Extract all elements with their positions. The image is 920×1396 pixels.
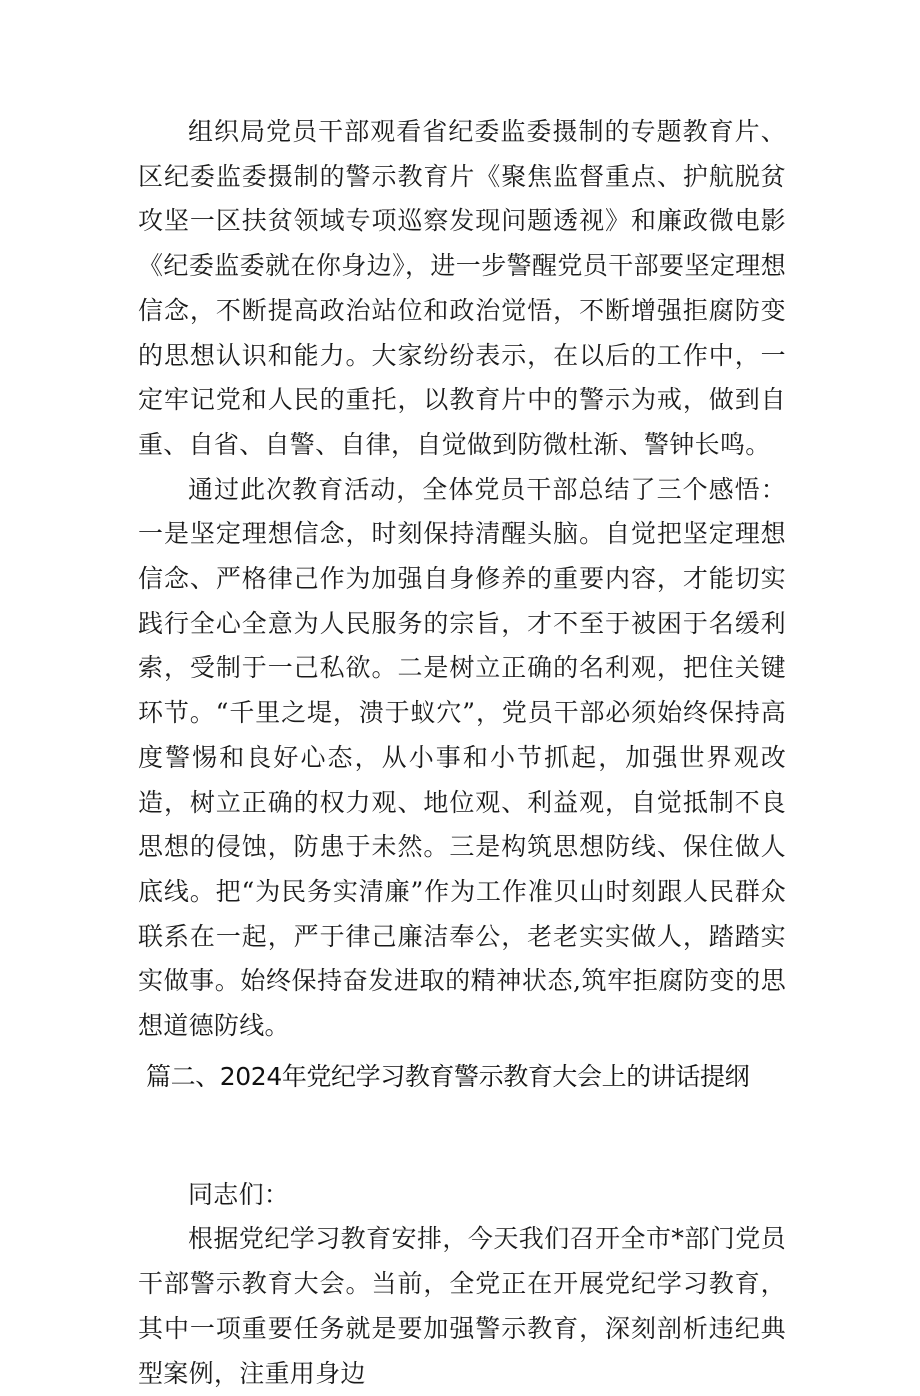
- document-body: [138, 110, 786, 1396]
- paragraph-viewing-education-film: 组织局党员干部观看省纪委监委摄制的专题教育片、区纪委监委摄制的警示教育片《聚焦监督重点、护航脱贫攻坚一区扶贫领域专项巡察发现问题透视》和廉政微电影《纪委监委就在你身边》，进一步警醒党员干部要坚定理想信念，不断提高政治站位和政治觉悟，不断增强拒腐防变的思想认识和能力。大家纷纷表示，在以后的工作中，一定牢记党和人民的重托，以教育片中的警示为戒，做到自重、自省、自警、自律，自觉做到防微杜渐、警钟长鸣。: [138, 117, 786, 459]
- salutation: 同志们：: [188, 1179, 290, 1209]
- paragraph-three-insights: 通过此次教育活动，全体党员干部总结了三个感悟：一是坚定理想信念，时刻保持清醒头脑。自觉把坚定理想信念、严格律己作为加强自身修养的重要内容，才能切实践行全心全意为人民服务的宗旨，才不至于被困于名缓利索，受制于一己私欲。二是树立正确的名利观，把住关键环节。“千里之堤，溃于蚁穴”，党员干部必须始终保持高度警惕和良好心态，从小事和小节抓起，加强世界观改造，树立正确的权力观、地位观、利益观，自觉抵制不良思想的侵蚀，防患于未然。三是构筑思想防线、保住做人底线。把“为民务实清廉”作为工作准贝山时刻跟人民群众联系在一起，严于律己廉洁奉公，老老实实做人，踏踏实实做事。始终保持奋发进取的精神状态,筑牢拒腐防变的思想道德防线。: [138, 474, 786, 1041]
- paragraph-meeting-intro: 根据党纪学习教育安排，今天我们召开全市*部门党员干部警示教育大会。当前，全党正在开展党纪学习教育，其中一项重要任务就是要加强警示教育，深刻剖析违纪典型案例，注重用身边: [138, 1224, 786, 1388]
- section-heading: 篇二、2024年党纪学习教育警示教育大会上的讲话提纲: [146, 1061, 750, 1091]
- section-spacer: [138, 1097, 786, 1173]
